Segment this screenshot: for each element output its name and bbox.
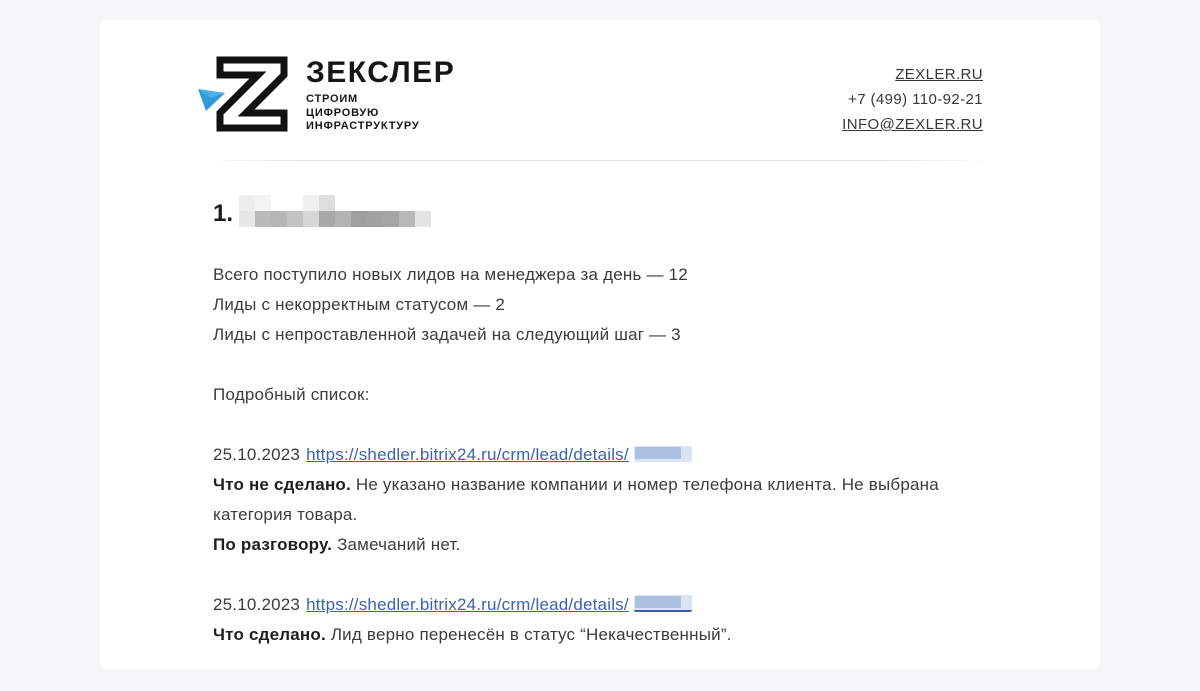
section-heading xyxy=(213,194,983,227)
tagline-line: ИНФРАСТРУКТУРУ xyxy=(306,120,420,132)
divider xyxy=(213,160,983,161)
note-done xyxy=(213,620,983,650)
summary-line-incorrect-status: Лиды с некорректным статусом — 2 xyxy=(213,295,506,314)
redacted-manager-name xyxy=(239,195,431,227)
logo-z-mark xyxy=(213,55,291,133)
lead-entry-line xyxy=(213,590,983,620)
redacted-lead-id-core xyxy=(635,596,681,608)
note-label: По разговору. xyxy=(213,535,333,554)
entry-date: 25.10.2023 xyxy=(213,595,301,614)
brand-name: ЗЕКСЛЕР xyxy=(306,56,456,89)
section-number: 1. xyxy=(213,200,234,227)
email-link[interactable]: INFO@ZEXLER.RU xyxy=(842,116,983,133)
summary-line-missing-task: Лиды с непроставленной задачей на следующий шаг — 3 xyxy=(213,325,681,344)
phone-number: +7 (499) 110-92-21 xyxy=(848,91,983,108)
entry-date: 25.10.2023 xyxy=(213,445,301,464)
email-card xyxy=(100,20,1100,669)
note-text: Замечаний нет. xyxy=(337,535,461,554)
lead-entry xyxy=(213,440,983,560)
note-not-done xyxy=(213,470,983,530)
redacted-lead-id-core xyxy=(635,447,681,459)
logo-text xyxy=(306,55,455,134)
summary-line-total: Всего поступило новых лидов на менеджера за день — 12 xyxy=(213,265,688,284)
website-link[interactable]: ZEXLER.RU xyxy=(895,66,983,83)
note-label: Что не сделано. xyxy=(213,475,351,494)
lead-link[interactable]: https://shedler.bitrix24.ru/crm/lead/details/ xyxy=(306,445,629,464)
tagline-line: ЦИФРОВУЮ xyxy=(306,106,380,119)
logo xyxy=(213,55,455,134)
contact-block xyxy=(842,55,983,137)
redacted-lead-id xyxy=(634,595,692,612)
note-text: Лид верно перенесён в статус “Некачественный”. xyxy=(330,625,732,644)
note-label: Что сделано. xyxy=(213,625,326,644)
note-text: Не указано название компании и номер телефона клиента. Не выбрана категория товара. xyxy=(213,475,939,524)
logo-arrow-icon xyxy=(198,86,226,112)
lead-entry xyxy=(213,590,983,650)
redacted-lead-id xyxy=(634,446,692,462)
details-heading: Подробный список: xyxy=(213,385,370,404)
lead-entry-line xyxy=(213,440,983,470)
summary-block xyxy=(213,260,983,350)
logo-tagline xyxy=(306,93,455,134)
header xyxy=(213,55,983,137)
note-conversation xyxy=(213,530,983,560)
email-content xyxy=(100,20,1100,674)
tagline-line: СТРОИМ xyxy=(306,93,359,105)
lead-link[interactable]: https://shedler.bitrix24.ru/crm/lead/details/ xyxy=(306,595,629,614)
